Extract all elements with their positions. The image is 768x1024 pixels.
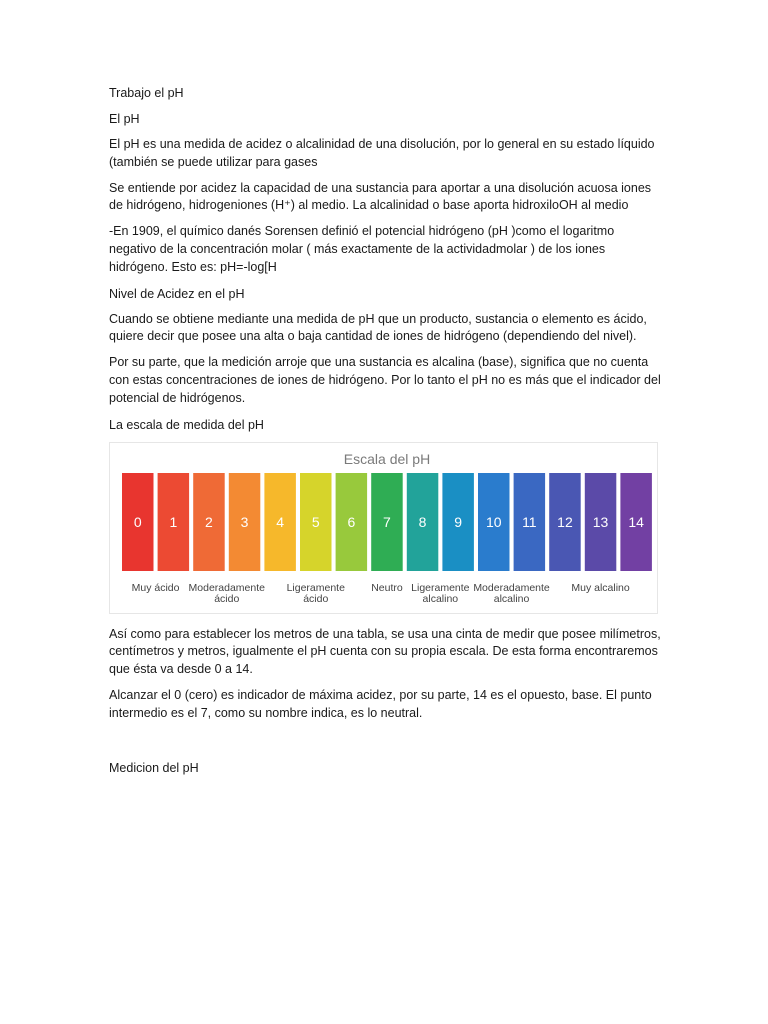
paragraph-neutral: Alcanzar el 0 (cero) es indicador de máxima acidez, por su parte, 14 es el opuesto, base. El punto intermedio es el 7, como su nombre indica, es lo neutral.	[109, 687, 652, 720]
ph-value-label: 13	[592, 513, 609, 530]
document-page	[109, 84, 661, 785]
ph-value-label: 7	[383, 513, 391, 530]
spacer	[109, 731, 661, 759]
ph-value-label: 14	[628, 513, 644, 530]
section-heading-ph: El pH	[109, 112, 140, 126]
ph-value-label: 6	[347, 513, 356, 530]
document-title: Trabajo el pH	[109, 86, 184, 100]
ph-value-label: 2	[205, 513, 213, 530]
ph-value-label: 10	[485, 513, 502, 530]
ph-category-label: ácido	[303, 592, 329, 605]
ph-value-label: 0	[133, 513, 142, 530]
paragraph-definition: El pH es una medida de acidez o alcalinidad de una disolución, por lo general en su estado líquido (también se puede utilizar para gases	[109, 137, 655, 169]
ph-category-label: Muy ácido	[131, 581, 180, 594]
ph-value-label: 12	[557, 513, 573, 530]
ph-value-label: 8	[418, 513, 427, 530]
paragraph-scale-intro: Así como para establecer los metros de una tabla, se usa una cinta de medir que posee milímetros, centímetros y metros, igualmente el pH cuenta con su propia escala. De esta forma encontraremos que ésta va desde 0 a 14.	[109, 626, 661, 677]
ph-category-label: alcalino	[422, 592, 459, 605]
ph-category-label: Moderadamente	[473, 581, 550, 594]
ph-category-label: Ligeramente	[286, 581, 345, 594]
ph-value-label: 1	[169, 513, 178, 530]
section-heading-medicion: Medicion del pH	[109, 760, 199, 775]
ph-category-label: Moderadamente	[188, 581, 265, 594]
ph-category-label: Muy alcalino	[571, 581, 630, 594]
ph-value-label: 5	[311, 513, 320, 530]
ph-category-label: Neutro	[371, 581, 403, 594]
ph-scale-figure	[109, 442, 658, 614]
section-heading-escala: La escala de medida del pH	[109, 417, 264, 432]
ph-scale-graphic	[110, 443, 657, 613]
ph-value-label: 11	[522, 513, 537, 530]
ph-scale-title: Escala del pH	[343, 450, 431, 467]
ph-value-label: 3	[240, 513, 249, 530]
paragraph-sorensen: -En 1909, el químico danés Sorensen definió el potencial hidrógeno (pH )como el logaritmo negativo de la concentración molar ( más exactamente de la actividadmolar ) de los iones hidrógeno. Esto es: pH=-log[H	[109, 224, 615, 274]
paragraph-alkaline: Por su parte, que la medición arroje que una sustancia es alcalina (base), significa que no cuenta con estas concentraciones de iones de hidrógeno. Por lo tanto el pH no es más que el indicador del potencial de hidrógenos.	[109, 355, 661, 405]
paragraph-acidity: Se entiende por acidez la capacidad de una sustancia para aportar a una disolución acuosa iones de hidrógeno, hidrogeniones (H⁺) al medio. La alcalinidad o base aporta hidroxiloOH al medio	[109, 180, 652, 213]
ph-value-label: 4	[276, 513, 285, 530]
ph-category-label: alcalino	[493, 592, 530, 605]
ph-category-label: Ligeramente	[411, 581, 470, 594]
ph-category-label: ácido	[214, 592, 240, 605]
paragraph-acid-level: Cuando se obtiene mediante una medida de pH que un producto, sustancia o elemento es ácido, quiere decir que posee una alta o baja cantidad de iones de hidrógeno (dependiendo del nivel).	[109, 311, 647, 344]
section-heading-nivel: Nivel de Acidez en el pH	[109, 286, 245, 301]
ph-value-label: 9	[454, 513, 463, 530]
